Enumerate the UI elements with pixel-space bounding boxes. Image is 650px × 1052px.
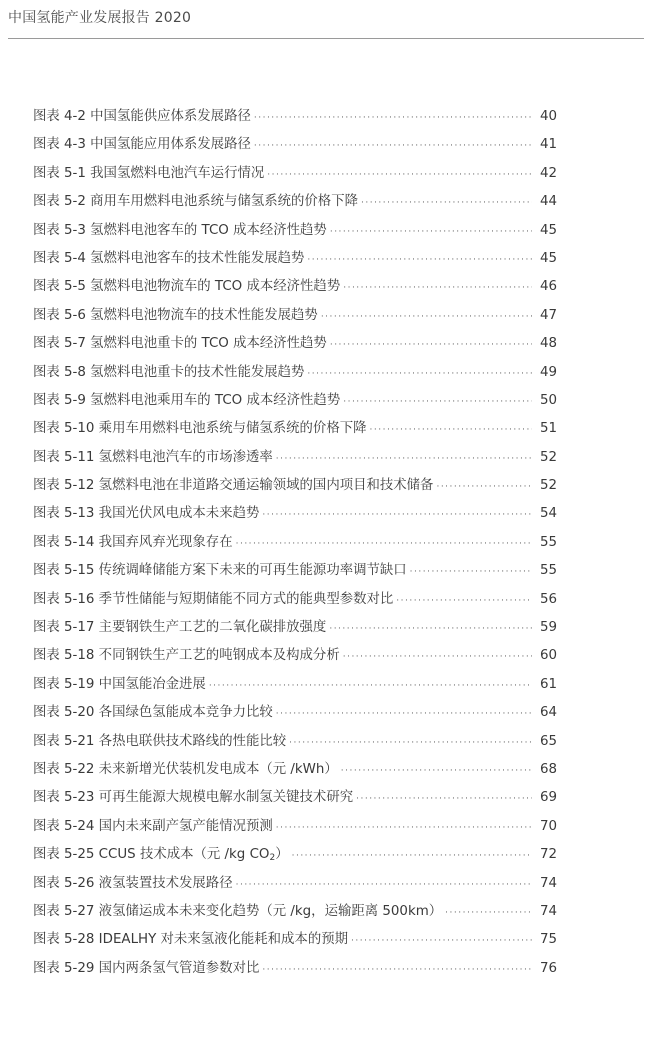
toc-entry[interactable] <box>33 926 557 954</box>
toc-dot-leader <box>209 672 532 700</box>
toc-entry[interactable] <box>33 188 557 216</box>
toc-entry[interactable] <box>33 444 557 472</box>
toc-entry[interactable] <box>33 841 557 869</box>
toc-entry-label <box>33 273 343 301</box>
toc-page-number: 74 <box>539 875 557 891</box>
toc-entry-label <box>33 330 330 358</box>
toc-entry-label-subscript: 2 <box>269 853 276 864</box>
toc-page-number: 52 <box>539 449 557 465</box>
toc-dot-leader <box>276 445 532 473</box>
toc-entry-label <box>33 217 330 245</box>
toc-dot-leader <box>343 643 532 671</box>
toc-entry-label <box>33 699 276 727</box>
toc-entry[interactable] <box>33 557 557 585</box>
toc-page-number: 64 <box>539 705 557 721</box>
toc-dot-leader <box>292 842 532 870</box>
toc-entry-label <box>33 728 289 756</box>
toc-page-number: 55 <box>539 534 557 550</box>
toc-page-number: 70 <box>539 818 557 834</box>
toc-entry-label-tail: ） <box>275 847 289 863</box>
toc-entry-label <box>33 586 396 614</box>
toc-entry-label <box>33 955 262 983</box>
toc-dot-leader <box>341 757 532 785</box>
toc-dot-leader <box>445 899 532 927</box>
toc-entry[interactable] <box>33 699 557 727</box>
toc-entry-label <box>33 926 351 954</box>
toc-entry-label-text: 图表 4-3 中国氢能应用体系发展路径 <box>33 137 251 153</box>
toc-dot-leader <box>254 104 532 132</box>
toc-page-number: 48 <box>539 336 557 352</box>
toc-entry-label <box>33 302 321 330</box>
toc-page-number: 72 <box>539 847 557 863</box>
table-of-figures <box>33 103 557 983</box>
toc-entry-label-text: 图表 5-19 中国氢能冶金进展 <box>33 676 206 692</box>
toc-entry-label-text: 图表 5-8 氢燃料电池重卡的技术性能发展趋势 <box>33 364 305 380</box>
toc-page-number: 59 <box>539 620 557 636</box>
toc-page-number: 56 <box>539 591 557 607</box>
toc-page-number: 50 <box>539 392 557 408</box>
toc-entry[interactable] <box>33 728 557 756</box>
toc-dot-leader <box>262 501 532 529</box>
toc-dot-leader <box>307 360 532 388</box>
toc-entry[interactable] <box>33 387 557 415</box>
toc-entry-label-text: 图表 5-25 CCUS 技术成本（元 /kg CO <box>33 847 270 863</box>
toc-entry-label-text: 图表 5-9 氢燃料电池乘用车的 TCO 成本经济性趋势 <box>33 392 341 408</box>
toc-entry-label-text: 图表 5-13 我国光伏风电成本未来趋势 <box>33 506 260 522</box>
toc-entry-label <box>33 472 436 500</box>
toc-entry-label <box>33 813 276 841</box>
toc-page-number: 75 <box>539 932 557 948</box>
toc-dot-leader <box>267 161 532 189</box>
toc-entry[interactable] <box>33 614 557 642</box>
toc-entry-label <box>33 188 361 216</box>
toc-entry-label-text: 图表 5-26 液氢装置技术发展路径 <box>33 875 233 891</box>
toc-page-number: 45 <box>539 250 557 266</box>
toc-entry-label-text: 图表 5-12 氢燃料电池在非道路交通运输领域的国内项目和技术储备 <box>33 478 434 494</box>
toc-entry-label-text: 图表 5-21 各热电联供技术路线的性能比较 <box>33 733 287 749</box>
toc-entry[interactable] <box>33 586 557 614</box>
toc-page-number: 51 <box>539 421 557 437</box>
toc-entry-label <box>33 557 410 585</box>
toc-page-number: 61 <box>539 676 557 692</box>
toc-entry-label-text: 图表 4-2 中国氢能供应体系发展路径 <box>33 109 251 124</box>
toc-dot-leader <box>307 246 532 274</box>
toc-entry-label <box>33 444 276 472</box>
toc-entry[interactable] <box>33 784 557 812</box>
toc-page-number: 74 <box>539 903 557 919</box>
toc-entry[interactable] <box>33 302 557 330</box>
toc-page-number: 40 <box>539 109 557 124</box>
toc-dot-leader <box>351 927 532 955</box>
toc-entry[interactable] <box>33 500 557 528</box>
toc-entry[interactable] <box>33 131 557 159</box>
toc-entry[interactable] <box>33 756 557 784</box>
toc-entry-label <box>33 614 329 642</box>
toc-entry[interactable] <box>33 870 557 898</box>
toc-entry-label-text: 图表 5-20 各国绿色氢能成本竞争力比较 <box>33 705 273 721</box>
toc-entry-label-text: 图表 5-10 乘用车用燃料电池系统与储氢系统的价格下降 <box>33 421 367 437</box>
toc-entry-label-text: 图表 5-3 氢燃料电池客车的 TCO 成本经济性趋势 <box>33 222 327 238</box>
toc-page-number: 49 <box>539 364 557 380</box>
toc-entry-label-text: 图表 5-18 不同钢铁生产工艺的吨钢成本及构成分析 <box>33 648 340 664</box>
toc-entry[interactable] <box>33 898 557 926</box>
toc-entry[interactable] <box>33 273 557 301</box>
toc-entry-label-text: 图表 5-1 我国氢燃料电池汽车运行情况 <box>33 165 265 181</box>
toc-entry-label-text: 图表 5-22 未来新增光伏装机发电成本（元 /kWh） <box>33 761 338 777</box>
toc-entry[interactable] <box>33 472 557 500</box>
toc-dot-leader <box>330 218 532 246</box>
page-header <box>8 8 638 28</box>
toc-dot-leader <box>236 871 532 899</box>
toc-page-number: 55 <box>539 563 557 579</box>
toc-entry[interactable] <box>33 415 557 443</box>
toc-page-number: 46 <box>539 279 557 295</box>
toc-entry-label-text: 图表 5-6 氢燃料电池物流车的技术性能发展趋势 <box>33 307 318 323</box>
toc-entry-label <box>33 870 236 898</box>
toc-entry-label-text: 图表 5-5 氢燃料电池物流车的 TCO 成本经济性趋势 <box>33 279 341 295</box>
toc-page-number: 41 <box>539 137 557 153</box>
toc-page-number: 42 <box>539 165 557 181</box>
toc-entry-label-text: 图表 5-24 国内未来副产氢产能情况预测 <box>33 818 273 834</box>
toc-entry-label <box>33 642 343 670</box>
toc-dot-leader <box>262 956 532 984</box>
toc-entry-label-text: 图表 5-23 可再生能源大规模电解水制氢关键技术研究 <box>33 790 354 806</box>
toc-entry-label-text: 图表 5-28 IDEALHY 对未来氢液化能耗和成本的预期 <box>33 932 348 948</box>
toc-entry[interactable] <box>33 330 557 358</box>
toc-page-number: 69 <box>539 790 557 806</box>
toc-dot-leader <box>361 189 532 217</box>
toc-entry[interactable] <box>33 529 557 557</box>
toc-entry-label-text: 图表 5-11 氢燃料电池汽车的市场渗透率 <box>33 449 273 465</box>
toc-page-number: 76 <box>539 960 557 976</box>
toc-entry-label-text: 图表 5-16 季节性储能与短期储能不同方式的能典型参数对比 <box>33 591 394 607</box>
toc-page-number: 47 <box>539 307 557 323</box>
toc-page-number: 54 <box>539 506 557 522</box>
toc-entry-label-text: 图表 5-14 我国弃风弃光现象存在 <box>33 534 233 550</box>
toc-entry-label <box>33 245 307 273</box>
toc-dot-leader <box>321 303 532 331</box>
header-divider <box>8 38 644 39</box>
toc-entry-label <box>33 671 209 699</box>
toc-entry[interactable] <box>33 813 557 841</box>
toc-page-number: 65 <box>539 733 557 749</box>
toc-dot-leader <box>356 785 532 813</box>
toc-entry[interactable] <box>33 217 557 245</box>
toc-entry[interactable] <box>33 642 557 670</box>
toc-entry-label <box>33 415 370 443</box>
toc-entry-label <box>33 160 267 188</box>
toc-entry[interactable] <box>33 955 557 983</box>
toc-entry-label <box>33 103 254 131</box>
toc-page-number: 52 <box>539 478 557 494</box>
toc-entry-label-text: 图表 5-27 液氢储运成本未来变化趋势（元 /kg，运输距离 500km） <box>33 903 443 919</box>
toc-entry[interactable] <box>33 245 557 273</box>
toc-entry-label <box>33 131 254 159</box>
toc-dot-leader <box>330 331 532 359</box>
toc-entry-label <box>33 841 292 870</box>
toc-entry[interactable] <box>33 671 557 699</box>
toc-dot-leader <box>343 274 532 302</box>
toc-dot-leader <box>329 615 532 643</box>
toc-entry-label <box>33 898 445 926</box>
toc-entry-label-text: 图表 5-2 商用车用燃料电池系统与储氢系统的价格下降 <box>33 194 358 210</box>
toc-entry[interactable] <box>33 103 557 131</box>
toc-dot-leader <box>436 473 532 501</box>
toc-entry-label <box>33 387 343 415</box>
toc-entry-label-text: 图表 5-17 主要钢铁生产工艺的二氧化碳排放强度 <box>33 620 327 636</box>
toc-page-number: 60 <box>539 648 557 664</box>
toc-entry-label-text: 图表 5-7 氢燃料电池重卡的 TCO 成本经济性趋势 <box>33 336 327 352</box>
toc-entry[interactable] <box>33 160 557 188</box>
toc-dot-leader <box>276 700 532 728</box>
toc-entry[interactable] <box>33 359 557 387</box>
toc-dot-leader <box>396 587 532 615</box>
toc-dot-leader <box>370 416 533 444</box>
toc-entry-label <box>33 359 307 387</box>
report-title: 中国氢能产业发展报告 2020 <box>8 10 192 26</box>
toc-entry-label <box>33 500 262 528</box>
toc-dot-leader <box>289 729 532 757</box>
toc-entry-label-text: 图表 5-4 氢燃料电池客车的技术性能发展趋势 <box>33 250 305 266</box>
toc-page-number: 44 <box>539 194 557 210</box>
toc-entry-label <box>33 529 236 557</box>
toc-dot-leader <box>254 132 532 160</box>
toc-entry-label <box>33 756 341 784</box>
toc-dot-leader <box>343 388 532 416</box>
toc-entry-label <box>33 784 356 812</box>
toc-dot-leader <box>410 558 532 586</box>
toc-entry-label-text: 图表 5-15 传统调峰储能方案下未来的可再生能源功率调节缺口 <box>33 563 407 579</box>
toc-dot-leader <box>276 814 532 842</box>
toc-page-number: 45 <box>539 222 557 238</box>
toc-entry-label-text: 图表 5-29 国内两条氢气管道参数对比 <box>33 960 260 976</box>
toc-page-number: 68 <box>539 761 557 777</box>
toc-dot-leader <box>236 530 532 558</box>
